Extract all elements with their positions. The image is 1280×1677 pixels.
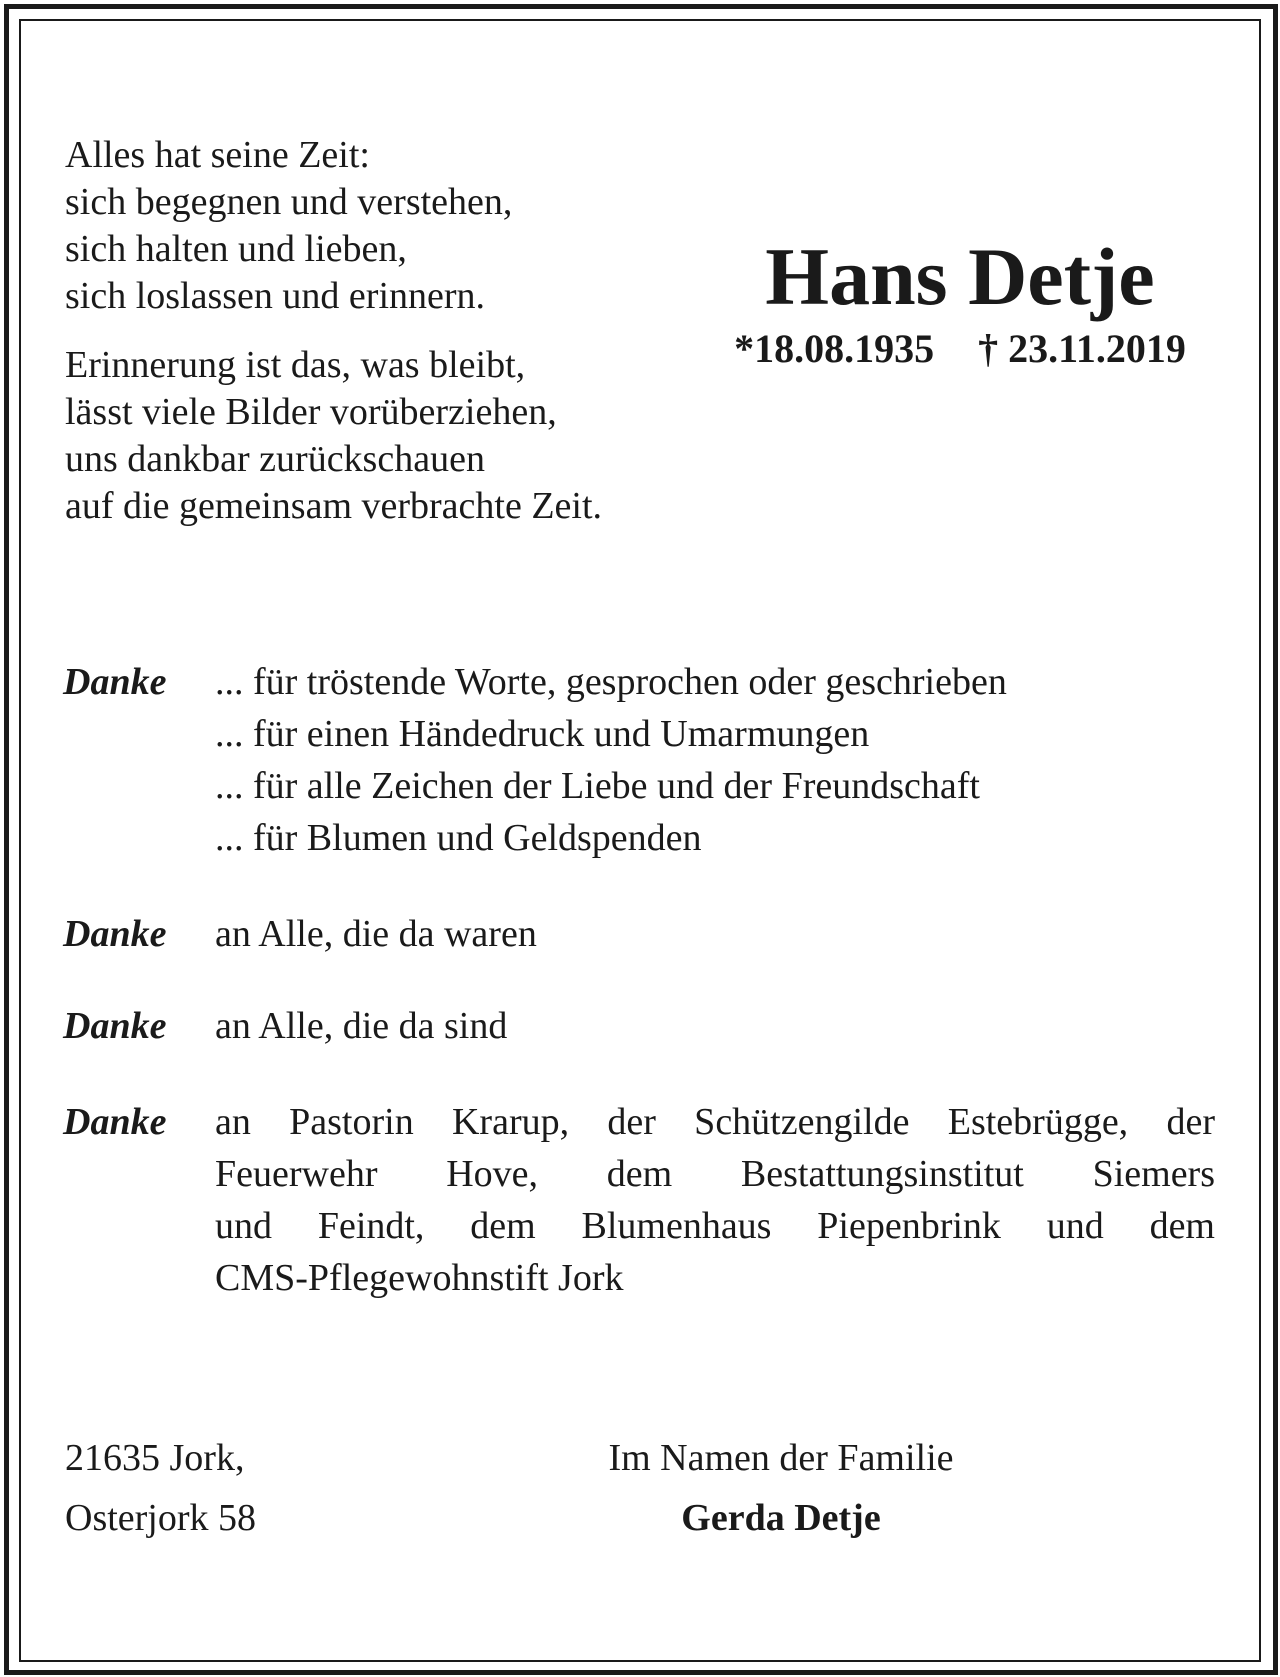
thanks-line: und Feindt, dem Blumenhaus Piepenbrink und dem — [215, 1205, 1215, 1247]
thanks-label: Danke — [63, 1101, 167, 1143]
birth-date: *18.08.1935 — [734, 326, 935, 371]
poem-line: sich begegnen und verstehen, — [65, 181, 513, 223]
thanks-line: ... für alle Zeichen der Liebe und der Freundschaft — [215, 765, 980, 807]
thanks-label: Danke — [63, 913, 167, 955]
thanks-block-4 — [63, 1096, 1215, 1304]
thanks-block-2 — [63, 908, 1215, 960]
deceased-name: Hans Detje — [765, 231, 1155, 322]
address-line-street: Osterjork 58 — [65, 1497, 257, 1539]
deceased-block — [675, 232, 1245, 374]
thanks-line: CMS-Pflegewohnstift Jork — [215, 1257, 624, 1299]
signature-block — [565, 1428, 997, 1548]
thanks-block-3 — [63, 1000, 1215, 1052]
life-dates — [675, 324, 1245, 374]
poem-line: lässt viele Bilder vorüberziehen, — [65, 391, 557, 433]
poem-line: Alles hat seine Zeit: — [65, 134, 370, 176]
poem-stanza-1 — [65, 132, 602, 320]
poem-line: sich loslassen und erinnern. — [65, 275, 486, 317]
thanks-line: ... für einen Händedruck und Umarmungen — [215, 713, 870, 755]
thanks-text — [215, 1000, 1215, 1052]
thanks-line: an Alle, die da waren — [215, 913, 537, 955]
poem-line: Erinnerung ist das, was bleibt, — [65, 344, 526, 386]
address-line-city: 21635 Jork, — [65, 1437, 245, 1479]
thanks-text — [215, 656, 1215, 864]
thanks-line: an Pastorin Krarup, der Schützengilde Estebrügge, der — [215, 1101, 1215, 1143]
thanks-label: Danke — [63, 661, 167, 703]
thanks-text — [215, 1096, 1215, 1304]
signer-name: Gerda Detje — [681, 1497, 881, 1539]
thanks-block-1 — [63, 656, 1215, 864]
poem-line: sich halten und lieben, — [65, 228, 407, 270]
thanks-line: ... für tröstende Worte, gesprochen oder geschrieben — [215, 661, 1007, 703]
thanks-line: ... für Blumen und Geldspenden — [215, 817, 702, 859]
poem-line: auf die gemeinsam verbrachte Zeit. — [65, 485, 603, 527]
death-date: † 23.11.2019 — [978, 326, 1186, 371]
thanks-line: an Alle, die da sind — [215, 1005, 508, 1047]
poem-line: uns dankbar zurückschauen — [65, 438, 485, 480]
thanks-label: Danke — [63, 1005, 167, 1047]
poem-stanza-2 — [65, 342, 602, 530]
poem — [65, 132, 602, 530]
signature-intro: Im Namen der Familie — [608, 1437, 954, 1479]
thanks-line: Feuerwehr Hove, dem Bestattungsinstitut Siemers — [215, 1153, 1215, 1195]
thanks-text — [215, 908, 1215, 960]
family-address — [65, 1428, 256, 1548]
